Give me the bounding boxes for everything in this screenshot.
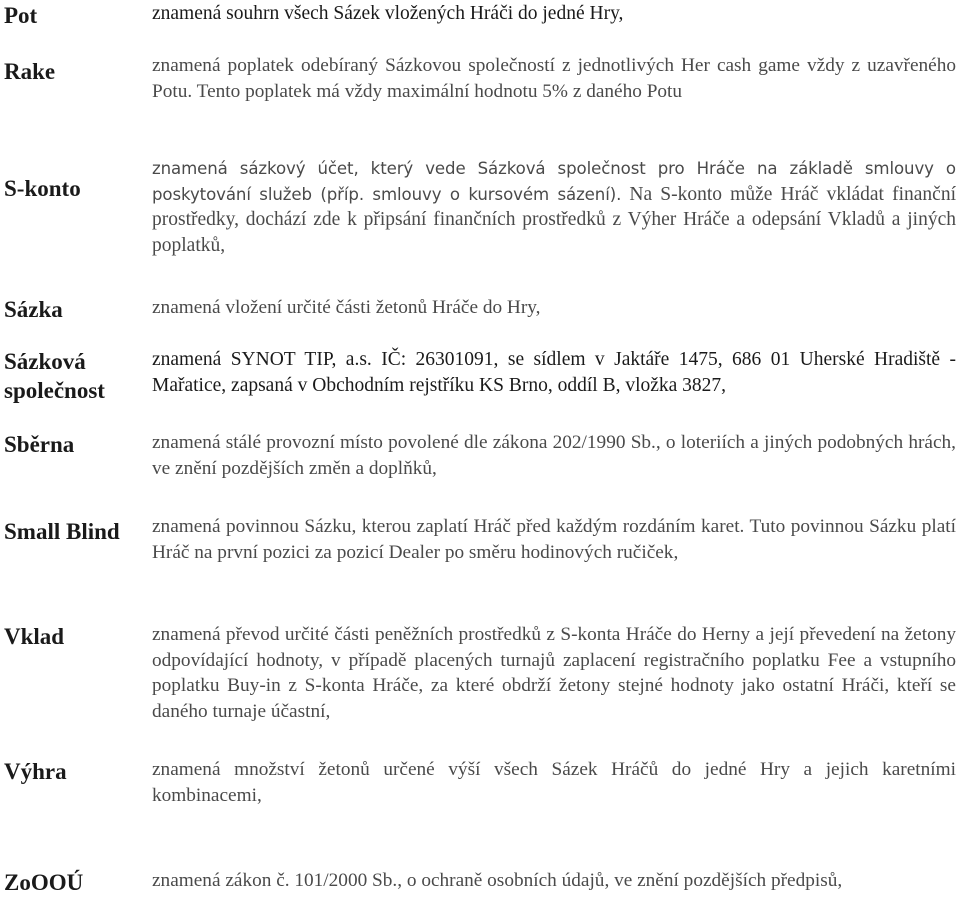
term-label: Sázka [4,297,63,322]
term-definition: znamená povinnou Sázku, kterou zaplatí Hráč před každým rozdáním karet. Tuto povinnou Sázku platí Hráč na první pozici za pozicí Dealer po směru hodinových ručiček, [152,516,956,563]
term-label: Vklad [4,624,65,649]
term-label: Pot [4,3,38,28]
term-definition: znamená stálé provozní místo povolené dle zákona 202/1990 Sb., o loteriích a jiných podobných hrách, ve znění pozdějších změn a doplňků, [152,432,956,479]
term-definition: znamená SYNOT TIP, a.s. IČ: 26301091, se sídlem v Jaktáře 1475, 686 01 Uherské Hradiště - Mařatice, zapsaná v Obchodním rejstříku KS Brno, oddíl B, vložka 3827, [152,349,956,396]
term-definition: znamená poplatek odebíraný Sázkovou společností z jednotlivých Her cash game vždy z uzavřeného Potu. Tento poplatek má vždy maximální hodnotu 5% z daného Potu [152,55,956,102]
term-definition: znamená převod určité části peněžních prostředků z S-konta Hráče do Herny a její převedení na žetony odpovídající hodnoty, v případě placených turnajů zaplacení registračního poplatku Fee a vstupního poplatku Buy-in z S-konta Hráče, za které obdrží žetony stejné hodnoty jako ostatní Hráči, kteří se daného turnaje účastní, [152,624,956,722]
term-label: Rake [4,59,56,84]
term-definition: znamená souhrn všech Sázek vložených Hráči do jedné Hry, [152,3,624,24]
term-label: S-konto [4,176,81,201]
term-definition [152,156,956,258]
term-label: ZoOOÚ [4,870,84,895]
definition-part-sans: znamená sázkový účet, který vede Sázková společnost pro Hráče na základě smlouvy o poskytování služeb (příp. smlouvy o kursovém sázení). [152,159,956,204]
term-definition: znamená množství žetonů určené výší všech Sázek Hráčů do jedné Hry a jejich karetními kombinacemi, [152,759,956,806]
term-label: Sázková společnost [4,349,105,403]
term-definition: znamená vložení určité části žetonů Hráče do Hry, [152,297,541,318]
term-label: Výhra [4,759,67,784]
definition-part-serif: Na S-konto může Hráč vkládat finanční prostředky, dochází zde k připsání finančních prostředků z Výher Hráče a odepsání Vkladů a jiných poplatků, [152,183,956,256]
term-label: Small Blind [4,519,120,544]
term-label: Sběrna [4,432,75,457]
term-definition: znamená zákon č. 101/2000 Sb., o ochraně osobních údajů, ve znění pozdějších předpisů, [152,870,843,891]
